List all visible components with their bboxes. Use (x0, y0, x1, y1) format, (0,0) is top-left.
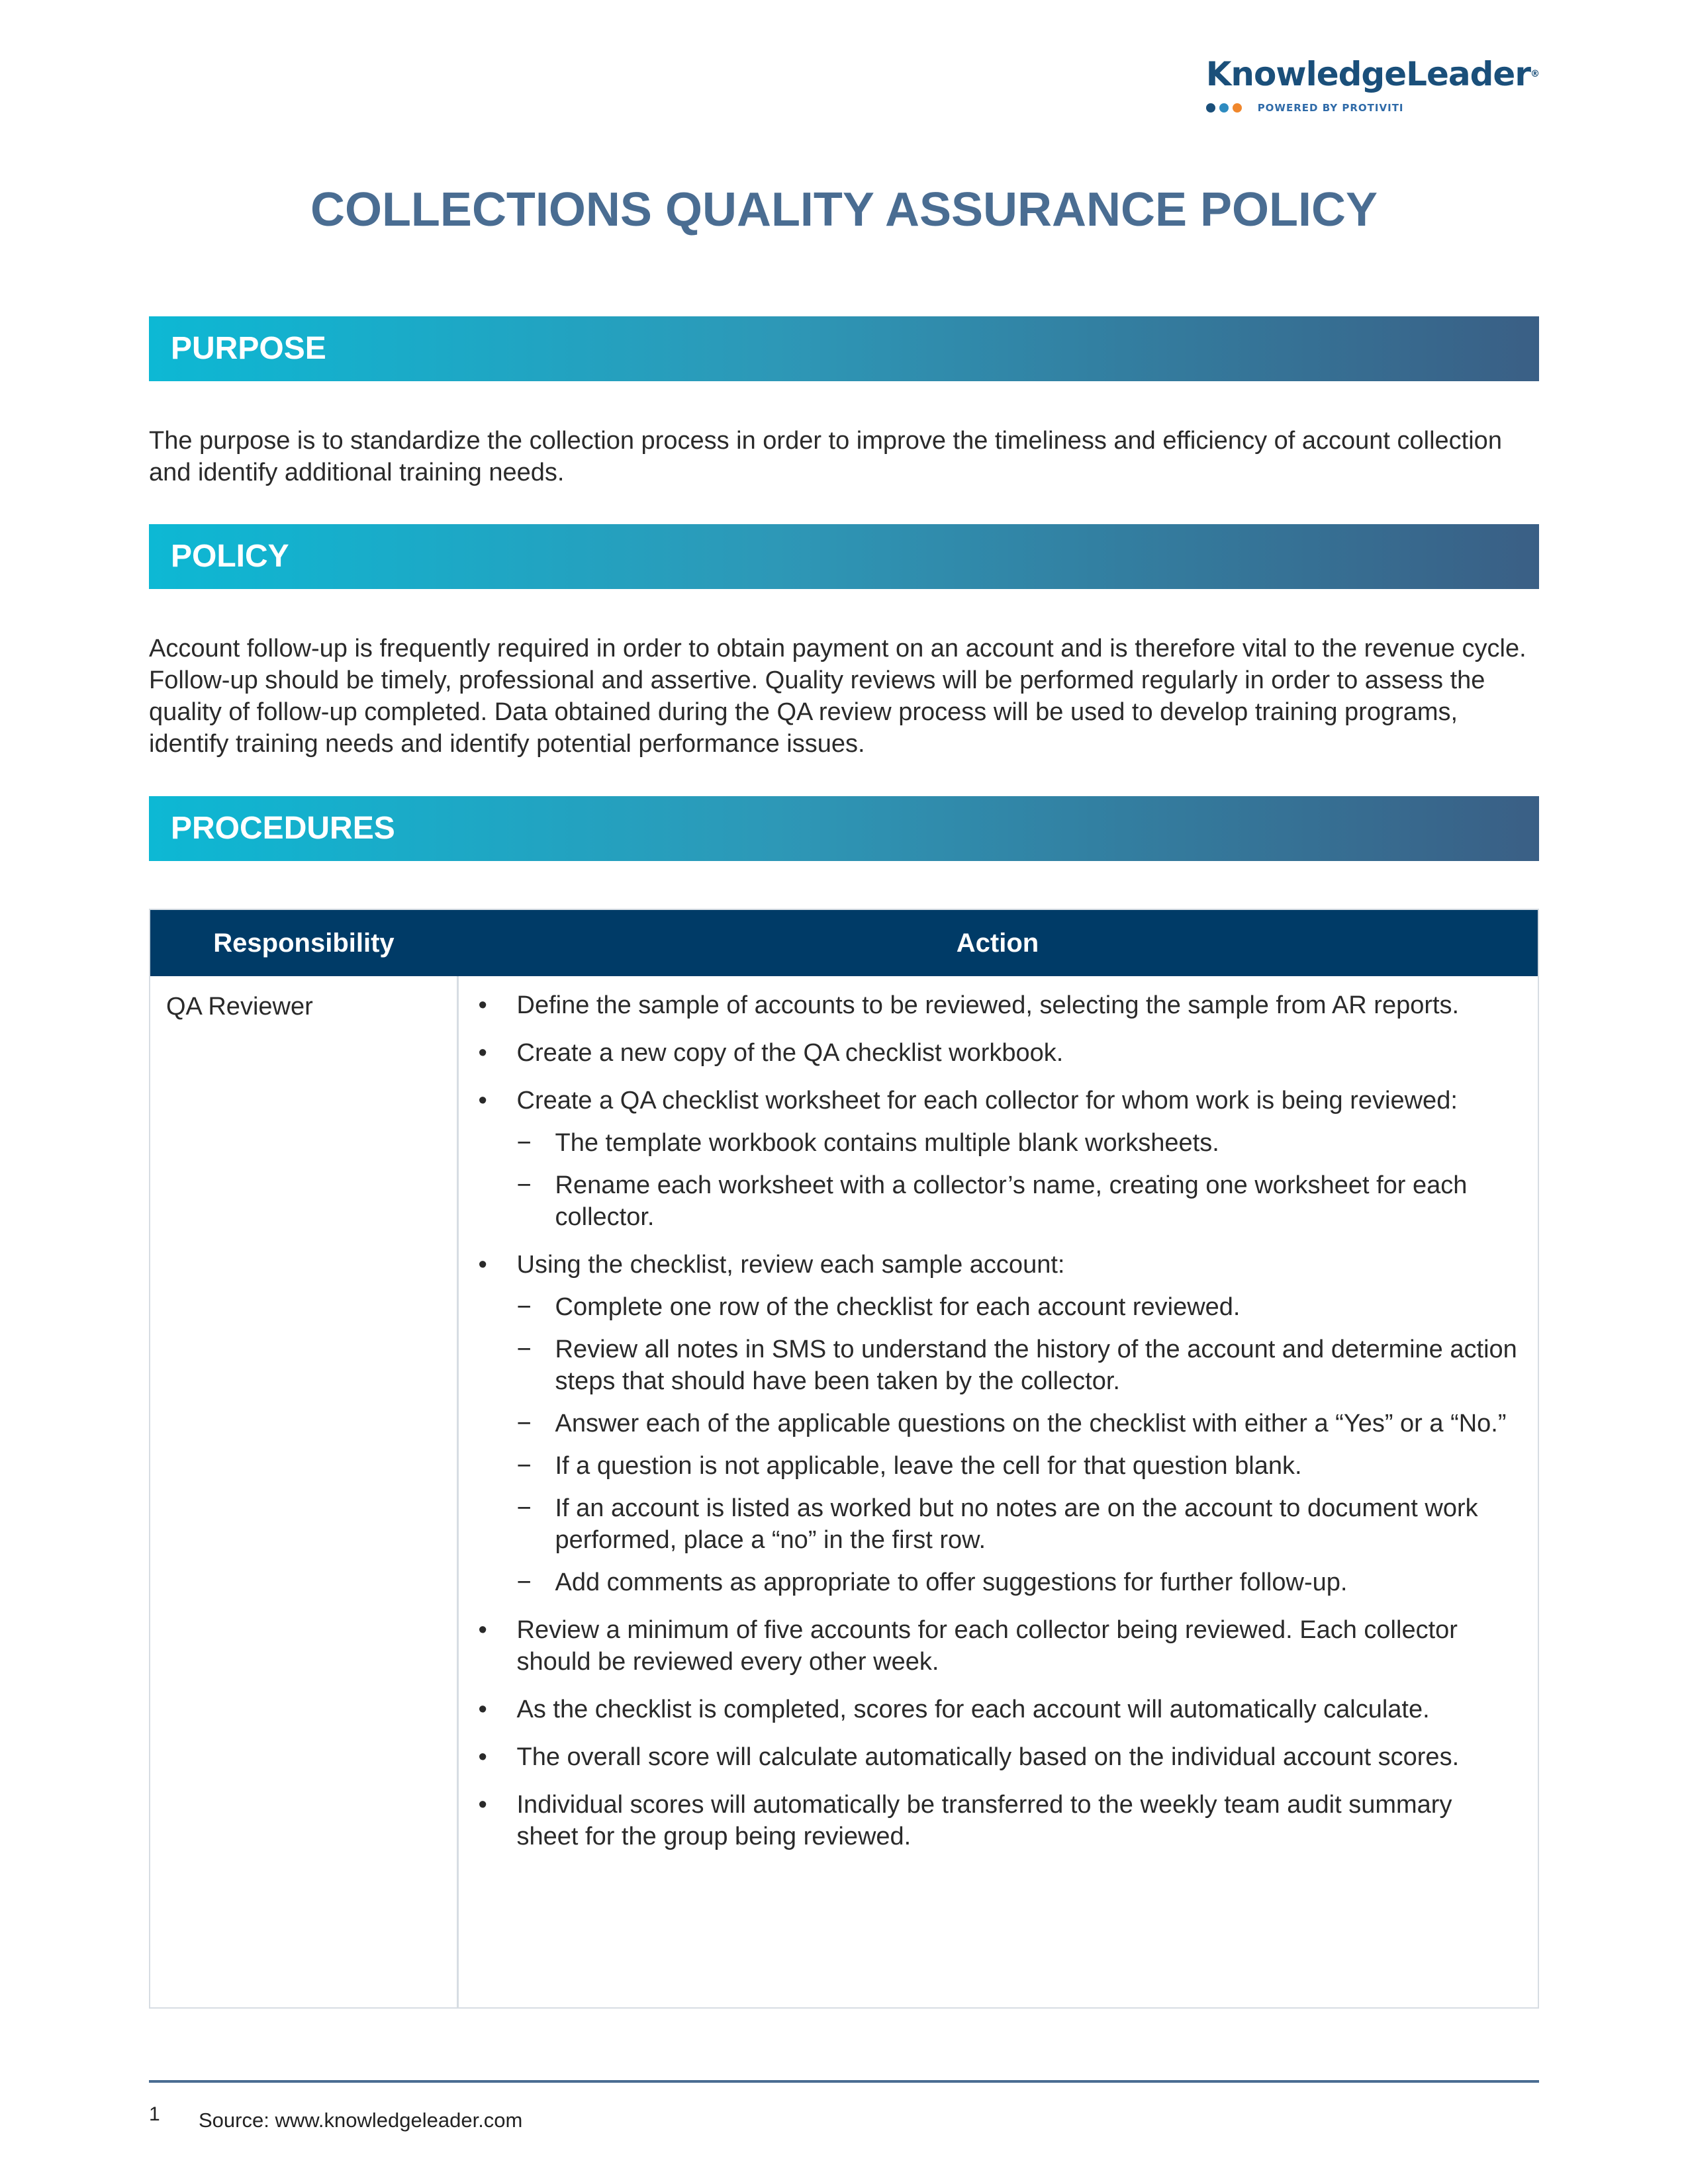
column-header-responsibility: Responsibility (150, 909, 457, 976)
sub-action-item: − Answer each of the applicable questions on the checklist with either a “Yes” or a “No.” (517, 1408, 1519, 1439)
sub-action-item: − If an account is listed as worked but no notes are on the account to document work performed, place a “no” in the first row. (517, 1492, 1519, 1556)
section-heading-procedures: PROCEDURES (149, 796, 1539, 861)
sub-action-item: − Rename each worksheet with a collector’s name, creating one worksheet for each collector. (517, 1169, 1519, 1233)
action-item (479, 989, 1519, 1021)
action-item-text: The overall score will calculate automatically based on the individual account scores. (516, 1743, 1460, 1771)
table-row (150, 976, 1538, 2008)
action-item-text: Create a new copy of the QA checklist workbook. (516, 1039, 1064, 1067)
action-list (479, 989, 1519, 1852)
action-item-text: Review a minimum of five accounts for each collector being reviewed. Each collector should be reviewed every other week. (516, 1616, 1458, 1676)
footnote-number: 1 (149, 2103, 160, 2125)
sub-action-item: − Complete one row of the checklist for each account reviewed. (517, 1291, 1519, 1323)
logo-wordmark: KnowledgeLeader® (1205, 55, 1539, 93)
logo-tagline (1206, 102, 1539, 114)
sub-action-list (517, 1291, 1519, 1598)
page-title: COLLECTIONS QUALITY ASSURANCE POLICY (310, 183, 1378, 236)
action-item (479, 1614, 1519, 1678)
section-heading-policy: POLICY (149, 524, 1539, 589)
logo-dot (1233, 103, 1242, 113)
action-item (479, 1249, 1519, 1598)
action-item (479, 1741, 1519, 1773)
footnote-source: Source: www.knowledgeleader.com (199, 2109, 523, 2132)
sub-action-item: − If a question is not applicable, leave the cell for that question blank. (517, 1450, 1519, 1482)
sub-action-list (517, 1127, 1519, 1233)
column-header-action: Action (457, 909, 1538, 976)
procedures-table (149, 909, 1539, 2009)
policy-text: Account follow-up is frequently required in order to obtain payment on an account and is therefore vital to the revenue cycle. Follow-up should be timely, professional and assertive. Quality reviews will be performed regularly in order to assess the quality of follow-up completed. Data obtained during the QA review process will be used to develop training programs, identify training needs and identify potential performance issues. (149, 635, 1526, 758)
section-heading-purpose: PURPOSE (149, 316, 1539, 381)
action-item (479, 1789, 1519, 1852)
sub-action-item: − The template workbook contains multiple blank worksheets. (517, 1127, 1519, 1159)
action-item-text: Define the sample of accounts to be reviewed, selecting the sample from AR reports. (516, 991, 1460, 1019)
responsibility-cell: QA Reviewer (150, 976, 457, 2008)
action-item (479, 1037, 1519, 1069)
logo-dot (1206, 103, 1215, 113)
sub-action-item: − Add comments as appropriate to offer suggestions for further follow-up. (517, 1567, 1519, 1598)
brand-logo (1206, 54, 1539, 114)
footer-divider (149, 2080, 1539, 2083)
logo-dots-icon (1206, 103, 1242, 113)
action-item-text: Individual scores will automatically be transferred to the weekly team audit summary sheet for the group being reviewed. (516, 1791, 1452, 1850)
purpose-text: The purpose is to standardize the collection process in order to improve the timeliness and efficiency of account collection and identify additional training needs. (149, 427, 1502, 486)
action-item (479, 1085, 1519, 1233)
sub-action-item: − Review all notes in SMS to understand the history of the account and determine action steps that should have been taken by the collector. (517, 1334, 1519, 1397)
action-item-text: Create a QA checklist worksheet for each collector for whom work is being reviewed: (516, 1087, 1458, 1115)
powered-by-text: POWERED BY PROTIVITI (1257, 102, 1404, 114)
action-item-text: As the checklist is completed, scores for each account will automatically calculate. (516, 1696, 1430, 1723)
action-cell (457, 976, 1538, 2008)
logo-dot (1219, 103, 1229, 113)
action-item (479, 1694, 1519, 1725)
action-item-text: Using the checklist, review each sample account: (516, 1251, 1065, 1279)
table-header-row (150, 909, 1538, 976)
